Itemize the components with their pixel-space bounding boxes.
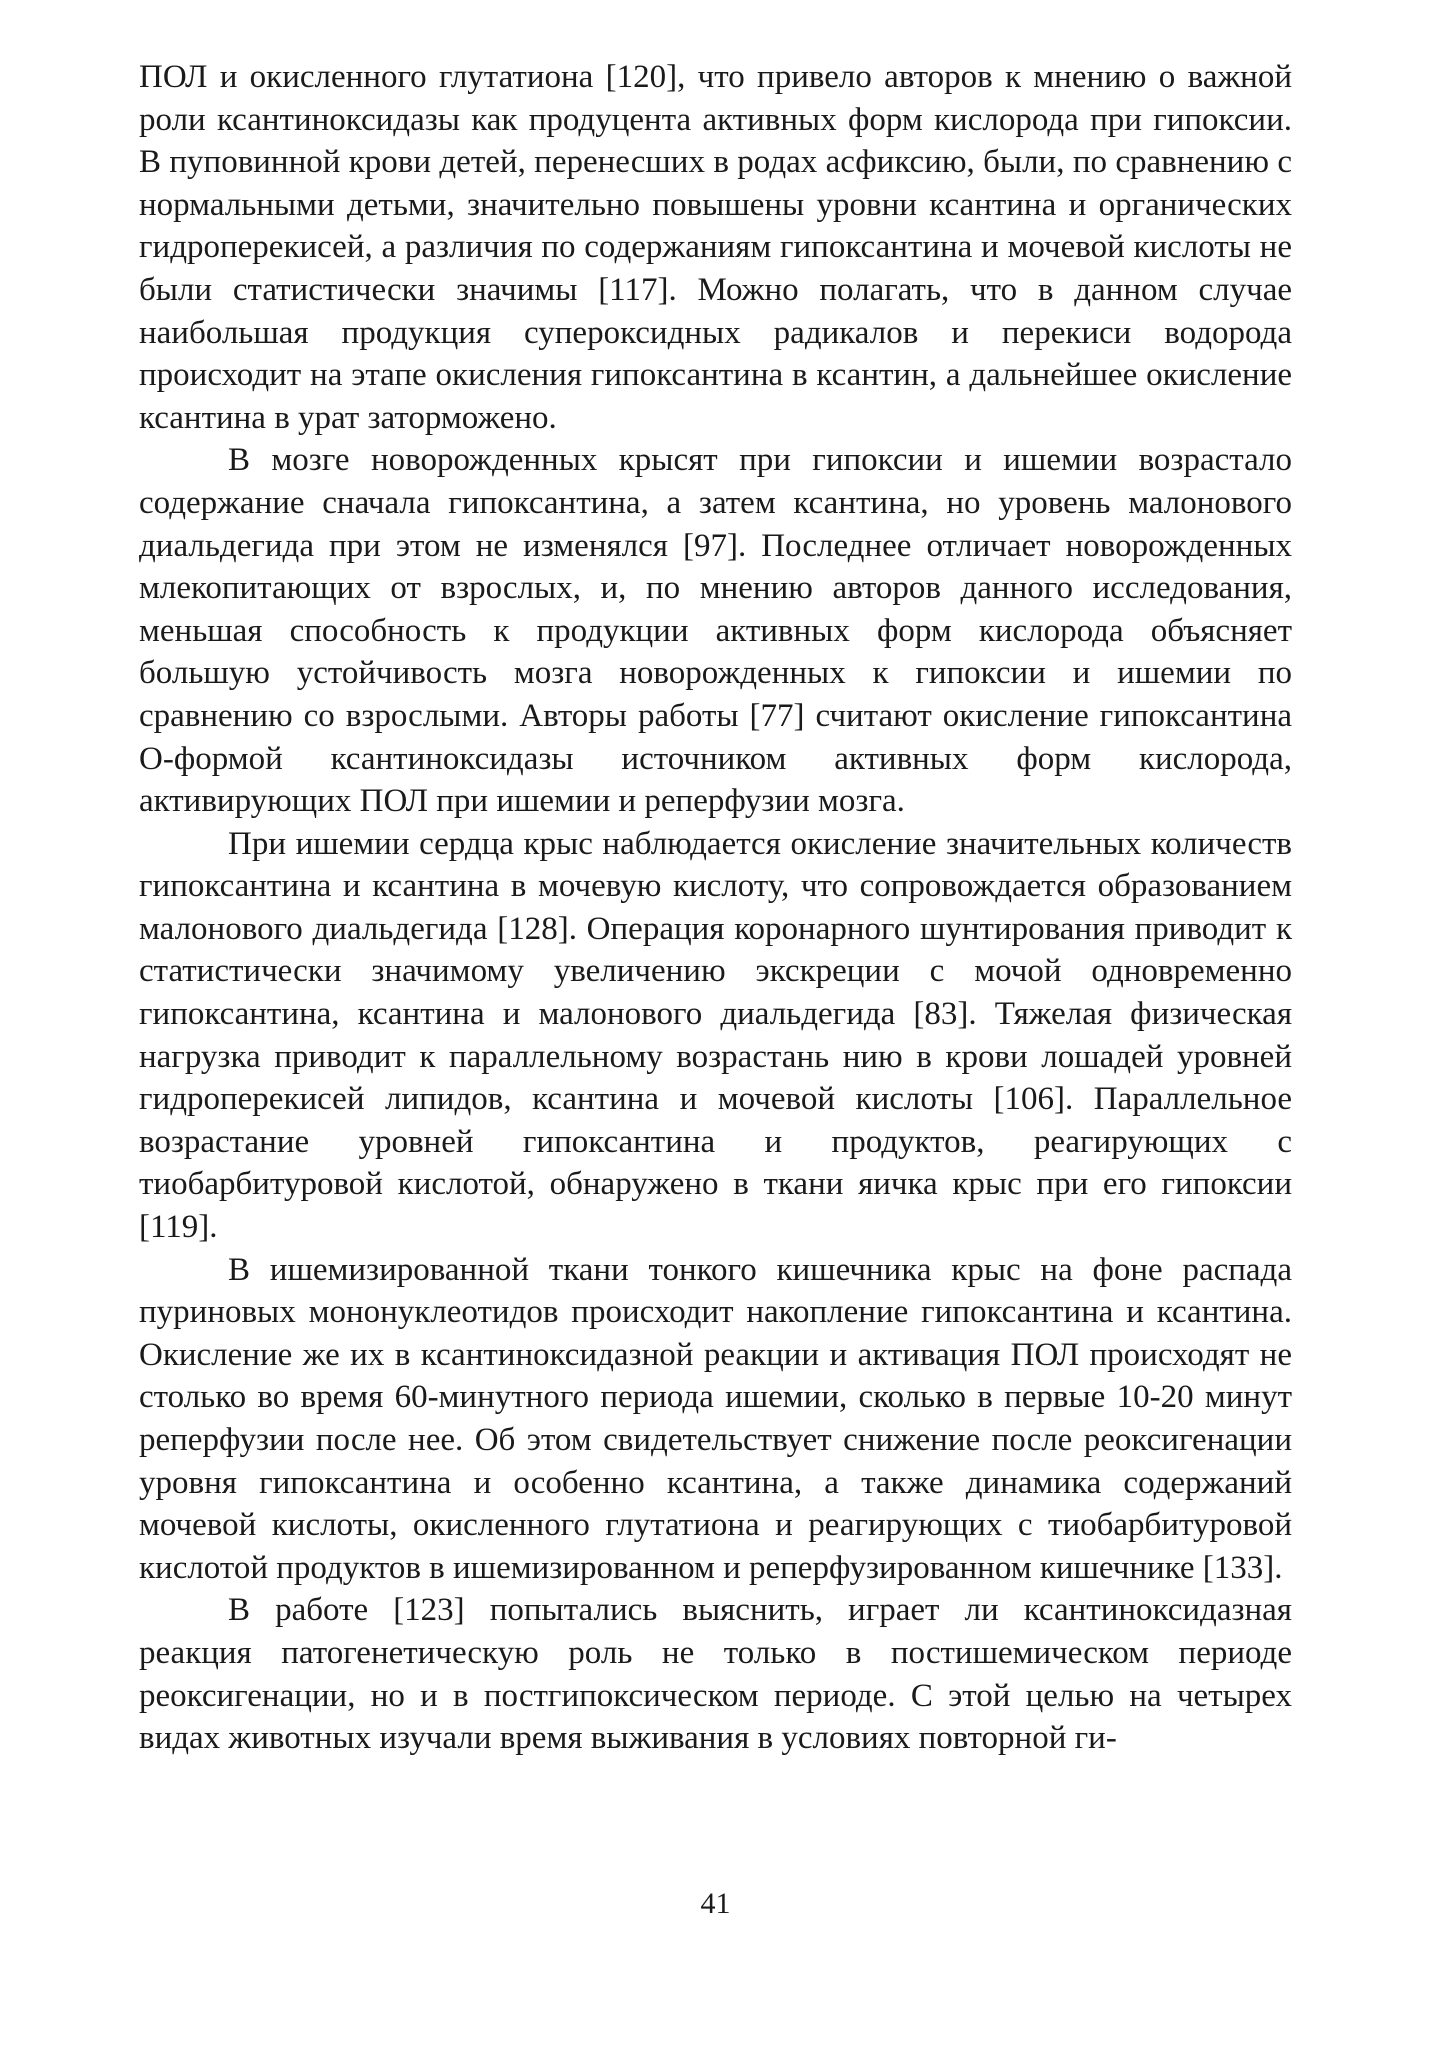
- paragraph-2: В мозге новорожденных крысят при гипоксии и ишемии возрастало содержание сначала гипоксантина, а затем ксантина, но уровень малонового диальдегида при этом не изменялся [97]. Последнее отличает новорожденных млекопитающих от взрослых, и, по мнению авторов данного исследования, меньшая способность к продукции активных форм кислорода объясняет большую устойчивость мозга новорожденных к гипоксии и ишемии по сравнению со взрослыми. Авторы работы [77] считают окисление гипоксантина О-формой ксантиноксидазы источником активных форм кислорода, активирующих ПОЛ при ишемии и реперфузии мозга.: [139, 442, 1292, 820]
- paragraph-3: При ишемии сердца крыс наблюдается окисление значительных количеств гипоксантина и ксантина в мочевую кислоту, что сопровождается образованием малонового диальдегида [128]. Операция коронарного шунтирования приводит к статистически значимому увеличению экскреции с мочой одновременно гипоксантина, ксантина и малонового диальдегида [83]. Тяжелая физическая нагрузка приводит к параллельному возрастань нию в крови лошадей уровней гидроперекисей липидов, ксантина и мочевой кислоты [106]. Параллельное возрастание уровней гипоксантина и продуктов, реагирующих с тиобарбитуровой кислотой, обнаружено в ткани яичка крыс при его гипоксии [119].: [139, 825, 1292, 1246]
- paragraph-5: В работе [123] попытались выяснить, играет ли ксантиноксидазная реакция патогенетическую роль не только в постишемическом периоде реоксигенации, но и в постгипоксическом периоде. С этой целью на четырех видах животных изучали время выживания в условиях повторной ги-: [139, 1592, 1292, 1757]
- paragraph-1: ПОЛ и окисленного глутатиона [120], что привело авторов к мнению о важной роли ксантиноксидазы как продуцента активных форм кислорода при гипоксии. В пуповинной крови детей, перенесших в родах асфиксию, были, по сравнению с нормальными детьми, значительно повышены уровни ксантина и органических гидроперекисей, а различия по содержаниям гипоксантина и мочевой кислоты не были статистически значимы [117]. Можно полагать, что в данном случае наибольшая продукция супероксидных радикалов и перекиси водорода происходит на этапе окисления гипоксантина в ксантин, а дальнейшее окисление ксантина в урат заторможено.: [139, 59, 1292, 436]
- body-text: [139, 56, 1292, 1760]
- page-number: 41: [700, 1887, 731, 1920]
- paragraph-4: В ишемизированной ткани тонкого кишечника крыс на фоне распада пуриновых мононуклеотидов происходит накопление гипоксантина и ксантина. Окисление же их в ксантиноксидазной реакции и активация ПОЛ происходят не столько во время 60-минутного периода ишемии, сколько в первые 10-20 минут реперфузии после нее. Об этом свидетельствует снижение после реоксигенации уровня гипоксантина и особенно ксантина, а также динамика содержаний мочевой кислоты, окисленного глутатиона и реагирующих с тиобарбитуровой кислотой продуктов в ишемизированном и реперфузированном кишечнике [133].: [139, 1251, 1292, 1586]
